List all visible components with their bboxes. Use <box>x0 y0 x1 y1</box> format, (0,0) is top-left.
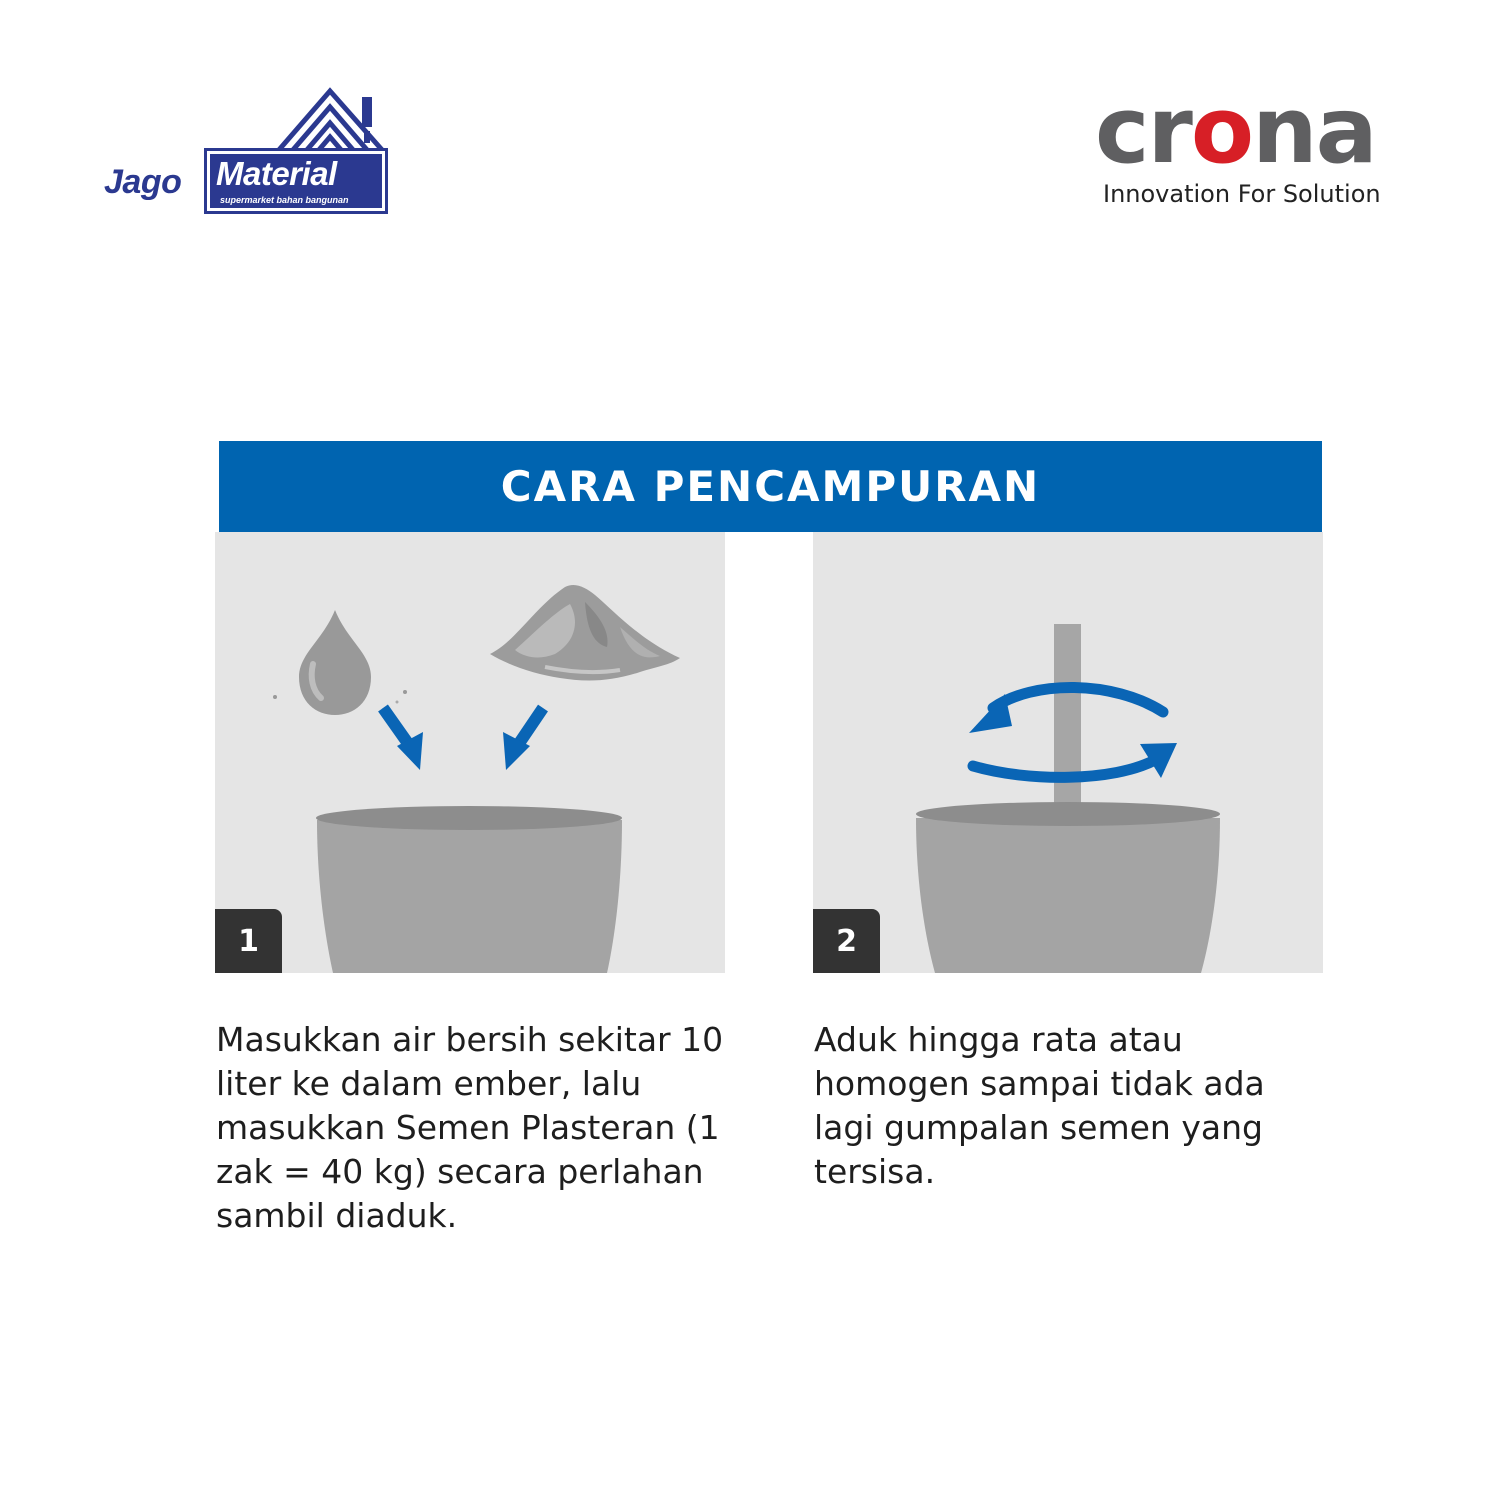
crona-wordmark <box>1095 77 1376 184</box>
section-header <box>219 441 1322 532</box>
crona-letter-a: a <box>1315 77 1376 184</box>
water-drop-icon <box>273 610 407 715</box>
step-1-illustration <box>215 532 725 973</box>
step-1-description: Masukkan air bersih sekitar 10 liter ke dalam ember, lalu masukkan Semen Plasteran (1 zak = 40 kg) secara perlahan sambil diaduk. <box>216 1020 724 1235</box>
crona-logo <box>1095 77 1405 215</box>
arrow-down-right-icon <box>383 708 423 770</box>
jago-material-tagline: supermarket bahan bangunan <box>220 195 349 205</box>
arrow-down-left-icon <box>503 708 543 770</box>
step-2-illustration <box>813 532 1323 973</box>
cement-pile-icon <box>490 585 680 681</box>
bucket-icon <box>916 802 1220 973</box>
crona-letter-n: n <box>1252 77 1316 184</box>
crona-tagline: Innovation For Solution <box>1103 180 1381 208</box>
material-word: Material <box>216 155 337 192</box>
section-title: CARA PENCAMPURAN <box>500 462 1041 511</box>
crona-letter-o: o <box>1190 77 1253 184</box>
step-2-description: Aduk hingga rata atau homogen sampai tidak ada lagi gumpalan semen yang tersisa. <box>814 1020 1265 1191</box>
jago-word: Jago <box>104 163 182 201</box>
material-box <box>204 148 388 214</box>
bucket-icon <box>316 806 622 973</box>
jago-material-logo <box>100 85 400 225</box>
step-1-number: 1 <box>215 909 282 973</box>
crona-letters-cr: cr <box>1095 77 1191 184</box>
step-2-number: 2 <box>813 909 880 973</box>
